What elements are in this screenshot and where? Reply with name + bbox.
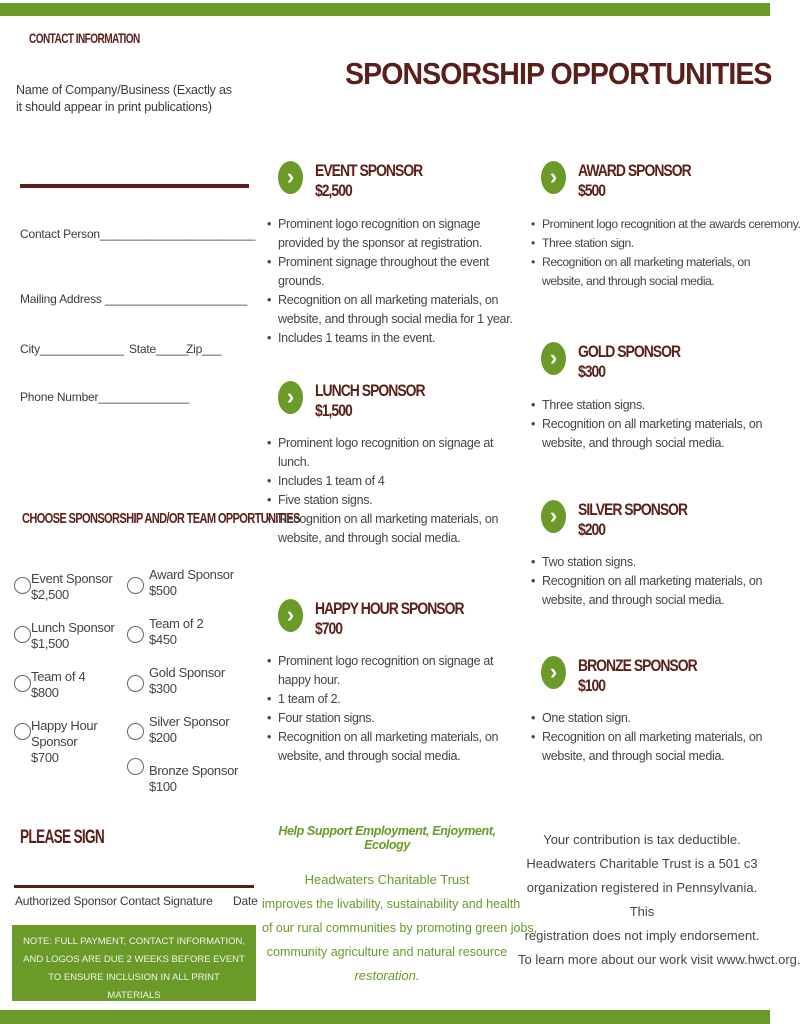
note-box (12, 925, 256, 1001)
radio-silver-sponsor[interactable] (127, 723, 144, 740)
list-item: • Prominent logo recognition at the awards ceremony. (542, 215, 782, 234)
option-team-of-4: Team of 4 $800 (31, 669, 86, 700)
list-item: • Prominent logo recognition on signage at lunch. (278, 434, 522, 472)
gold-sponsor-benefits (530, 396, 778, 453)
happy-hour-sponsor-chevron-icon: › (278, 599, 303, 632)
top-green-bar (0, 3, 770, 16)
phone-field[interactable]: Phone Number______________ (20, 390, 189, 404)
date-label: Date (233, 894, 258, 908)
list-item: • Recognition on all marketing materials, on website, and through social media. (542, 728, 778, 766)
list-item: • Prominent signage throughout the event grounds. (278, 253, 522, 291)
company-name-label: Name of Company/Business (Exactly as it should appear in print publications) (16, 83, 232, 114)
happy-hour-sponsor-benefits (266, 652, 522, 766)
list-item: • Recognition on all marketing materials, on website, and through social media for 1 year. (278, 291, 522, 329)
support-tagline: Help Support Employment, Enjoyment, Ecology (278, 824, 496, 852)
choose-heading: CHOOSE SPONSORSHIP AND/OR TEAM OPPORTUNITIES (22, 510, 300, 527)
option-bronze-sponsor: Bronze Sponsor $100 (149, 763, 239, 794)
option-silver-sponsor: Silver Sponsor $200 (149, 714, 230, 745)
sign-heading-wrap (20, 827, 137, 849)
radio-bronze-sponsor[interactable] (127, 758, 144, 775)
list-item: • Three station sign. (542, 234, 782, 253)
award-sponsor-benefits (530, 215, 801, 291)
option-award-sponsor: Award Sponsor $500 (149, 567, 234, 598)
radio-award-sponsor[interactable] (127, 577, 144, 594)
mission-line: community agriculture and natural resource (266, 945, 508, 959)
radio-happy-hour-sponsor[interactable] (14, 723, 31, 740)
option-happy-hour-sponsor: Happy Hour Sponsor $700 (31, 718, 98, 765)
mailing-address-field[interactable]: Mailing Address ______________________ (20, 292, 248, 306)
list-item: • Recognition on all marketing materials, on website, and through social media. (542, 572, 778, 610)
bottom-green-bar (0, 1010, 770, 1024)
mission-last: restoration. (354, 968, 420, 983)
tax-info (518, 828, 801, 972)
option-event-sponsor: Event Sponsor $2,500 (31, 571, 113, 602)
tax-line: Headwaters Charitable Trust is a 501 c3 (526, 856, 758, 871)
radio-lunch-sponsor[interactable] (14, 626, 31, 643)
radio-team-of-4[interactable] (14, 675, 31, 692)
contact-heading-wrap (29, 30, 183, 48)
tax-line: registration does not imply endorsement. (524, 928, 760, 943)
tax-line: To learn more about our work visit www.hwct.org. (518, 952, 801, 967)
silver-sponsor-benefits (530, 553, 778, 610)
tax-line: Your contribution is tax deductible. (543, 832, 741, 847)
option-gold-sponsor: Gold Sponsor $300 (149, 665, 225, 696)
city-field[interactable]: City_____________ (20, 342, 125, 356)
lunch-sponsor-chevron-icon: › (278, 381, 303, 414)
gold-sponsor-chevron-icon: › (541, 342, 566, 375)
lunch-sponsor-title: LUNCH SPONSOR $1,500 (315, 381, 425, 420)
radio-gold-sponsor[interactable] (127, 675, 144, 692)
list-item: • Recognition on all marketing materials, on website, and through social media. (278, 728, 522, 766)
list-item: • Prominent logo recognition on signage at happy hour. (278, 652, 522, 690)
lunch-sponsor-benefits (266, 434, 522, 548)
company-name-field[interactable] (20, 184, 249, 188)
bronze-sponsor-benefits (530, 709, 778, 766)
event-sponsor-benefits (266, 215, 522, 348)
list-item: • Two station signs. (542, 553, 778, 572)
contact-heading: CONTACT INFORMATION (29, 30, 140, 46)
signature-label: Authorized Sponsor Contact Signature (15, 894, 213, 908)
main-title-wrap (345, 56, 809, 92)
zip-field[interactable]: Zip___ (186, 342, 222, 356)
gold-sponsor-title: GOLD SPONSOR $300 (578, 342, 681, 381)
list-item: • Five station signs. (278, 491, 522, 510)
event-sponsor-chevron-icon: › (278, 161, 303, 194)
list-item: • Recognition on all marketing materials, on website, and through social media. (278, 510, 522, 548)
sign-heading: PLEASE SIGN (20, 827, 105, 848)
list-item: • Recognition on all marketing materials, on website, and through social media. (542, 253, 782, 291)
tax-line: organization registered in Pennsylvania. This (526, 880, 758, 919)
support-mission (262, 868, 538, 988)
list-item: • Includes 1 teams in the event. (278, 329, 522, 348)
radio-team-of-2[interactable] (127, 626, 144, 643)
mission-line: of our rural communities by promoting green jobs, (262, 921, 538, 935)
award-sponsor-chevron-icon: › (541, 161, 566, 194)
event-sponsor-title: EVENT SPONSOR $2,500 (315, 161, 423, 200)
bronze-sponsor-chevron-icon: › (541, 656, 566, 689)
award-sponsor-title: AWARD SPONSOR $500 (578, 161, 691, 200)
list-item: • Four station signs. (278, 709, 522, 728)
silver-sponsor-chevron-icon: › (541, 500, 566, 533)
contact-person-field[interactable]: Contact Person________________________ (20, 227, 256, 241)
signature-line[interactable] (14, 885, 254, 888)
main-title: SPONSORSHIP OPPORTUNITIES (345, 56, 772, 91)
silver-sponsor-title: SILVER SPONSOR $200 (578, 500, 688, 539)
state-field[interactable]: State_____ (129, 342, 189, 356)
mission-line: improves the livability, sustainability and health (262, 897, 521, 911)
option-lunch-sponsor: Lunch Sponsor $1,500 (31, 620, 115, 651)
radio-event-sponsor[interactable] (14, 577, 31, 594)
list-item: • Three station signs. (542, 396, 778, 415)
list-item: • Recognition on all marketing materials, on website, and through social media. (542, 415, 778, 453)
list-item: • 1 team of 2. (278, 690, 522, 709)
list-item: • Includes 1 team of 4 (278, 472, 522, 491)
list-item: • One station sign. (542, 709, 778, 728)
list-item: • Prominent logo recognition on signage provided by the sponsor at registration. (278, 215, 522, 253)
happy-hour-sponsor-title: HAPPY HOUR SPONSOR $700 (315, 599, 464, 638)
option-team-of-2: Team of 2 $450 (149, 616, 204, 647)
org-name: Headwaters Charitable Trust (304, 872, 470, 887)
bronze-sponsor-title: BRONZE SPONSOR $100 (578, 656, 697, 695)
note-text: NOTE: FULL PAYMENT, CONTACT INFORMATION, AND LOGOS ARE DUE 2 WEEKS BEFORE EVENT TO ENSURE INCLUSION IN ALL PRINT MATERIALS (22, 936, 246, 1001)
